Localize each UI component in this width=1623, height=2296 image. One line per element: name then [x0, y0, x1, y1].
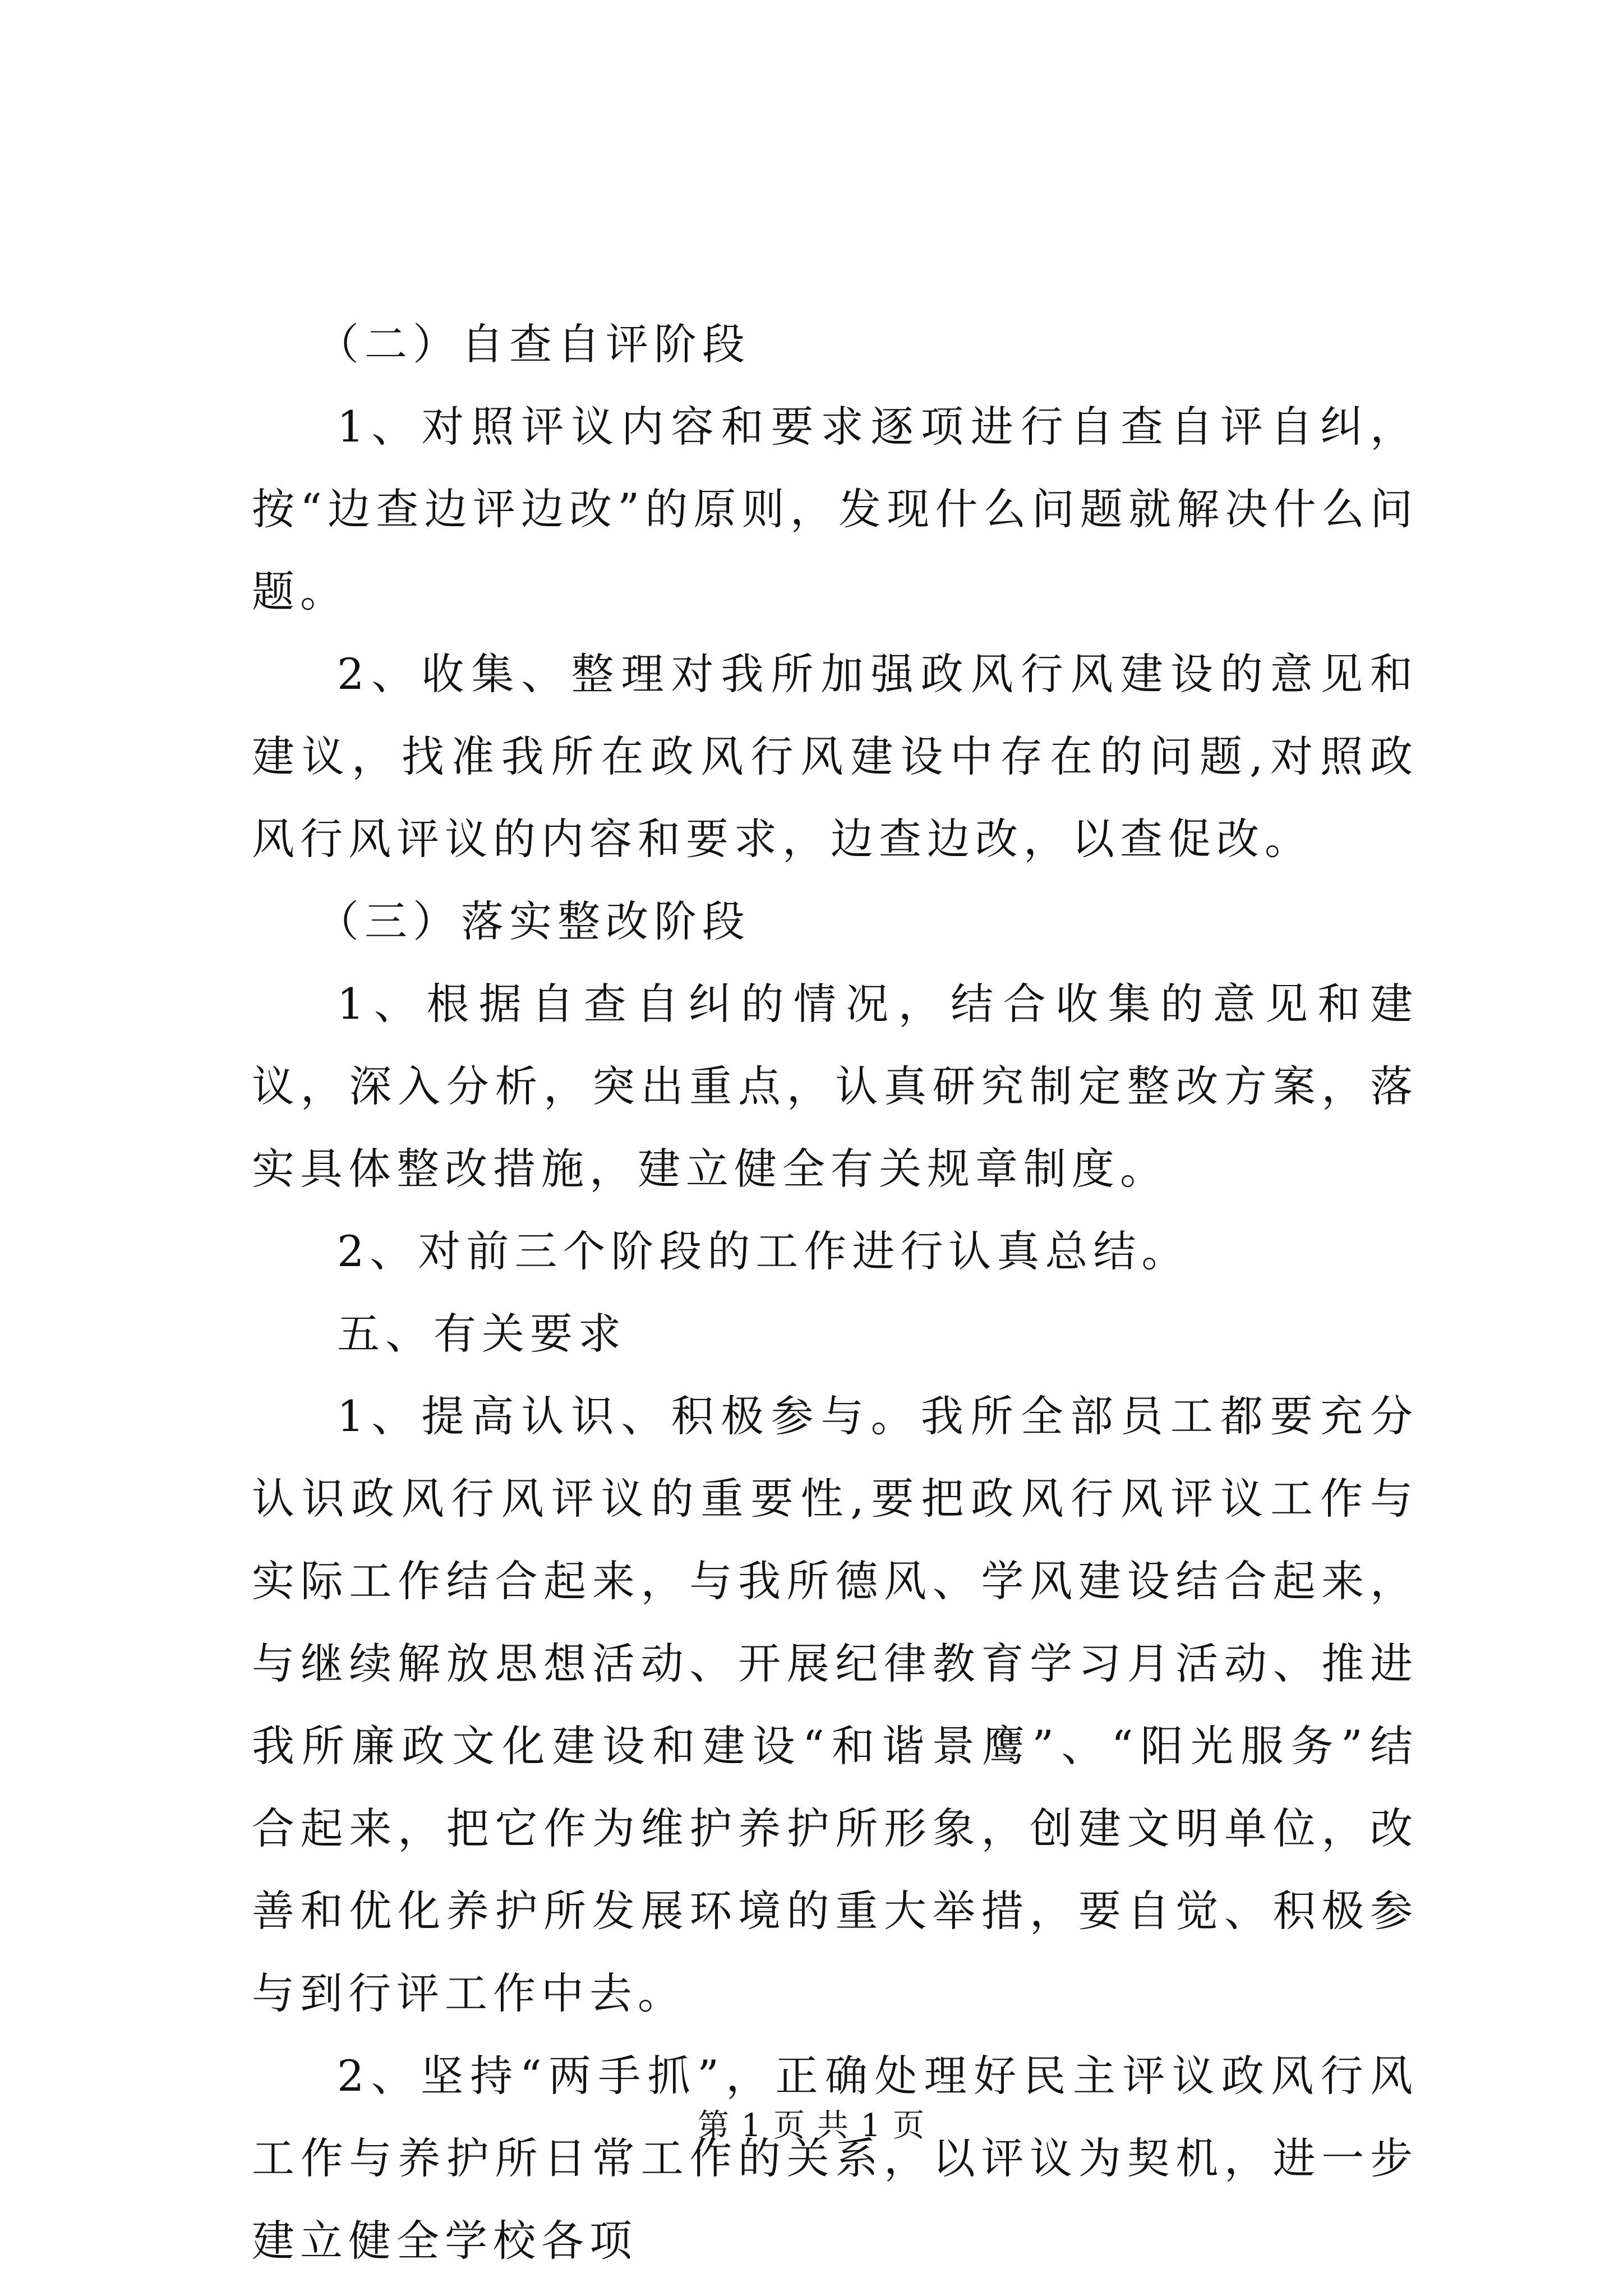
section-heading-rectification: （三）落实整改阶段 [316, 896, 750, 946]
paragraph: 1、根据自查自纠的情况，结合收集的意见和建议，深入分析，突出重点，认真研究制定整改方案，落实具体整改措施，建立健全有关规章制度。 [252, 979, 1418, 1194]
document-body [252, 303, 1418, 2282]
section-heading-requirements: 五、有关要求 [337, 1309, 626, 1359]
paragraph: 2、收集、整理对我所加强政风行风建设的意见和建议，找准我所在政风行风建设中存在的问题,对照政风行风评议的内容和要求，边查边改，以查促改。 [252, 649, 1418, 864]
paragraph: 1、对照评议内容和要求逐项进行自查自评自纠，按“边查边评边改”的原则，发现什么问题就解决什么问题。 [252, 402, 1418, 616]
page-footer: 第 1 页 共 1 页 [697, 2108, 926, 2144]
section-heading-self-check: （二）自查自评阶段 [316, 319, 750, 369]
paragraph: 2、对前三个阶段的工作进行认真总结。 [337, 1226, 1190, 1276]
paragraph: 1、提高认识、积极参与。我所全部员工都要充分认识政风行风评议的重要性,要把政风行风评议工作与实际工作结合起来，与我所德风、学风建设结合起来，与继续解放思想活动、开展纪律教育学习月活动、推进我所廉政文化建设和建设“和谐景鹰”、“阳光服务”结合起来，把它作为维护养护所形象，创建文明单位，改善和优化养护所发展环境的重大举措，要自觉、积极参与到行评工作中去。 [252, 1391, 1418, 2018]
paragraph: 2、坚持“两手抓”，正确处理好民主评议政风行风工作与养护所日常工作的关系，以评议为契机，进一步建立健全学校各项 [252, 2051, 1418, 2266]
